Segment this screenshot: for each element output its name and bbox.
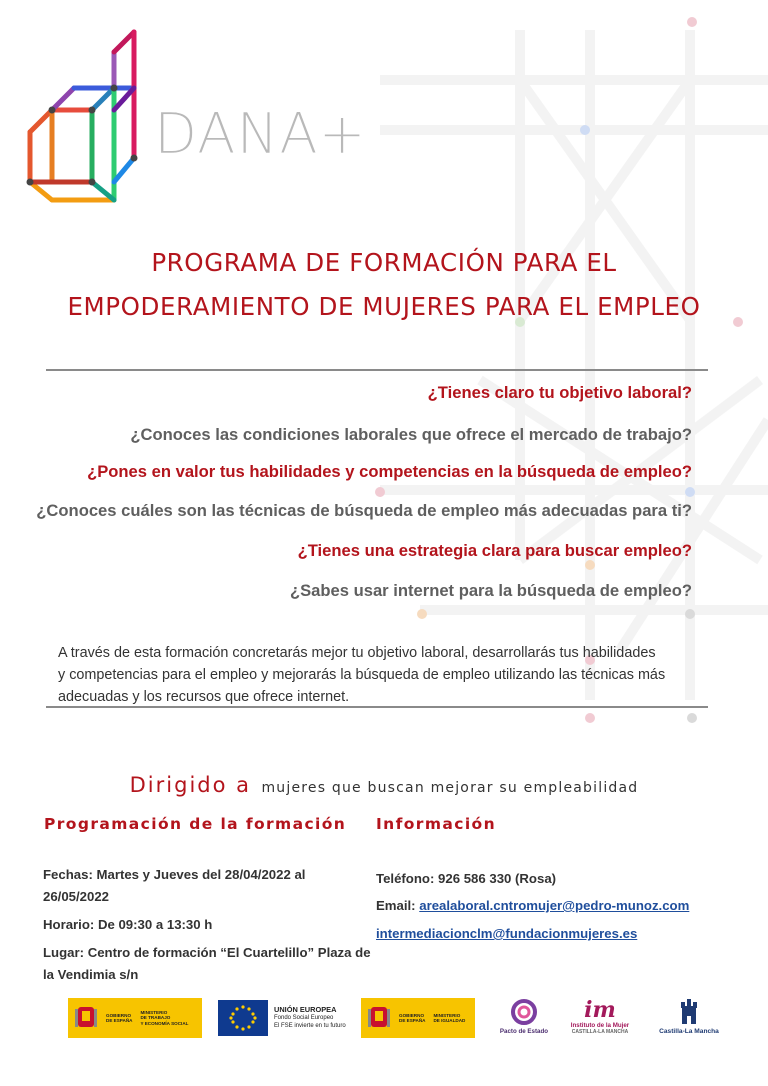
program-place: Lugar: Centro de formación “El Cuartelillo” Plaza de la Vendimia s/n	[43, 945, 371, 982]
footer-logos	[0, 998, 768, 1048]
dana-logo	[22, 22, 392, 212]
info-phone: Teléfono: 926 586 330 (Rosa)	[376, 871, 557, 886]
info-details	[376, 868, 716, 950]
gob1-a: GOBIERNO	[106, 1012, 132, 1018]
intro-line-2: y competencias para el empleo y mejorarás la búsqueda de empleo utilizando las técnicas más	[58, 667, 666, 683]
ue-fund: Fondo Social Europeo	[274, 1015, 334, 1021]
program-details	[43, 864, 373, 992]
question-4: ¿Conoces cuáles son las técnicas de búsqueda de empleo más adecuadas para ti?	[36, 501, 692, 520]
instituto-im-icon: im	[584, 997, 616, 1023]
ministry2-b: DE IGUALDAD	[433, 1018, 466, 1023]
target-audience	[0, 773, 768, 797]
ue-motto: El FSE invierte en tu futuro	[274, 1023, 346, 1029]
gob1-b: DE ESPAÑA	[106, 1018, 133, 1023]
email-link-1[interactable]: arealaboral.cntromujer@pedro-munoz.com	[419, 898, 690, 913]
logo-ministerio-trabajo	[68, 998, 202, 1038]
info-email-row	[376, 895, 716, 917]
info-email-label: Email:	[376, 898, 420, 913]
question-5: ¿Tienes una estrategia clara para buscar empleo?	[297, 541, 692, 560]
page-title-line-1: PROGRAMA DE FORMACIÓN PARA EL	[151, 248, 617, 277]
intro-line-3: adecuadas y los recursos que ofrece internet.	[58, 689, 350, 705]
gob2-b: DE ESPAÑA	[399, 1018, 426, 1023]
logo-castilla-la-mancha	[656, 998, 722, 1038]
divider-bottom	[46, 706, 708, 708]
logo-ministerio-igualdad	[361, 998, 475, 1038]
spain-coat-of-arms-icon	[365, 1001, 393, 1035]
instituto-label: Instituto de la Mujer	[570, 1022, 630, 1029]
question-2: ¿Conoces las condiciones laborales que ofrece el mercado de trabajo?	[130, 425, 692, 444]
spain-coat-of-arms-icon	[72, 1001, 100, 1035]
pacto-label: Pacto de Estado	[499, 1028, 549, 1035]
logo-union-europea	[218, 998, 348, 1038]
logo-instituto-mujer	[562, 998, 638, 1038]
intro-line-1: A través de esta formación concretarás mejor tu objetivo laboral, desarrollarás tus habilidades	[58, 645, 656, 661]
email-link-2[interactable]: intermediacionclm@fundacionmujeres.es	[376, 926, 638, 941]
logo-wordmark: DANA+	[154, 102, 367, 167]
program-dates: Fechas: Martes y Jueves del 28/04/2022 al 26/05/2022	[43, 867, 306, 904]
intro-paragraph	[58, 642, 698, 708]
ministry1-c: Y ECONOMÍA SOCIAL	[140, 1020, 189, 1026]
logo-pacto-estado	[496, 998, 552, 1038]
ue-title: UNIÓN EUROPEA	[274, 1005, 337, 1014]
program-schedule: Horario: De 09:30 a 13:30 h	[43, 917, 213, 932]
instituto-region: CASTILLA-LA MANCHA	[571, 1029, 629, 1035]
ministry1-a: MINISTERIO	[140, 1009, 168, 1015]
program-heading: Programación de la formación	[44, 815, 347, 833]
ministry1-b: DE TRABAJO	[140, 1015, 171, 1021]
castle-icon	[679, 998, 699, 1026]
gob2-a: GOBIERNO	[399, 1012, 425, 1018]
target-text: mujeres que buscan mejorar su empleabilidad	[261, 780, 639, 796]
eu-flag-icon	[218, 1000, 268, 1036]
question-3: ¿Pones en valor tus habilidades y competencias en la búsqueda de empleo?	[87, 462, 692, 481]
target-lead: Dirigido a	[129, 773, 252, 797]
info-heading: Información	[376, 815, 497, 833]
question-6: ¿Sabes usar internet para la búsqueda de empleo?	[289, 581, 692, 600]
ministry2-a: MINISTERIO	[433, 1012, 461, 1018]
question-1: ¿Tienes claro tu objetivo laboral?	[427, 383, 692, 402]
divider-top	[46, 369, 708, 371]
pacto-circle-icon	[509, 998, 539, 1026]
page-title-line-2: EMPODERAMIENTO DE MUJERES PARA EL EMPLEO	[67, 292, 701, 321]
clm-label: Castilla-La Mancha	[659, 1028, 719, 1035]
